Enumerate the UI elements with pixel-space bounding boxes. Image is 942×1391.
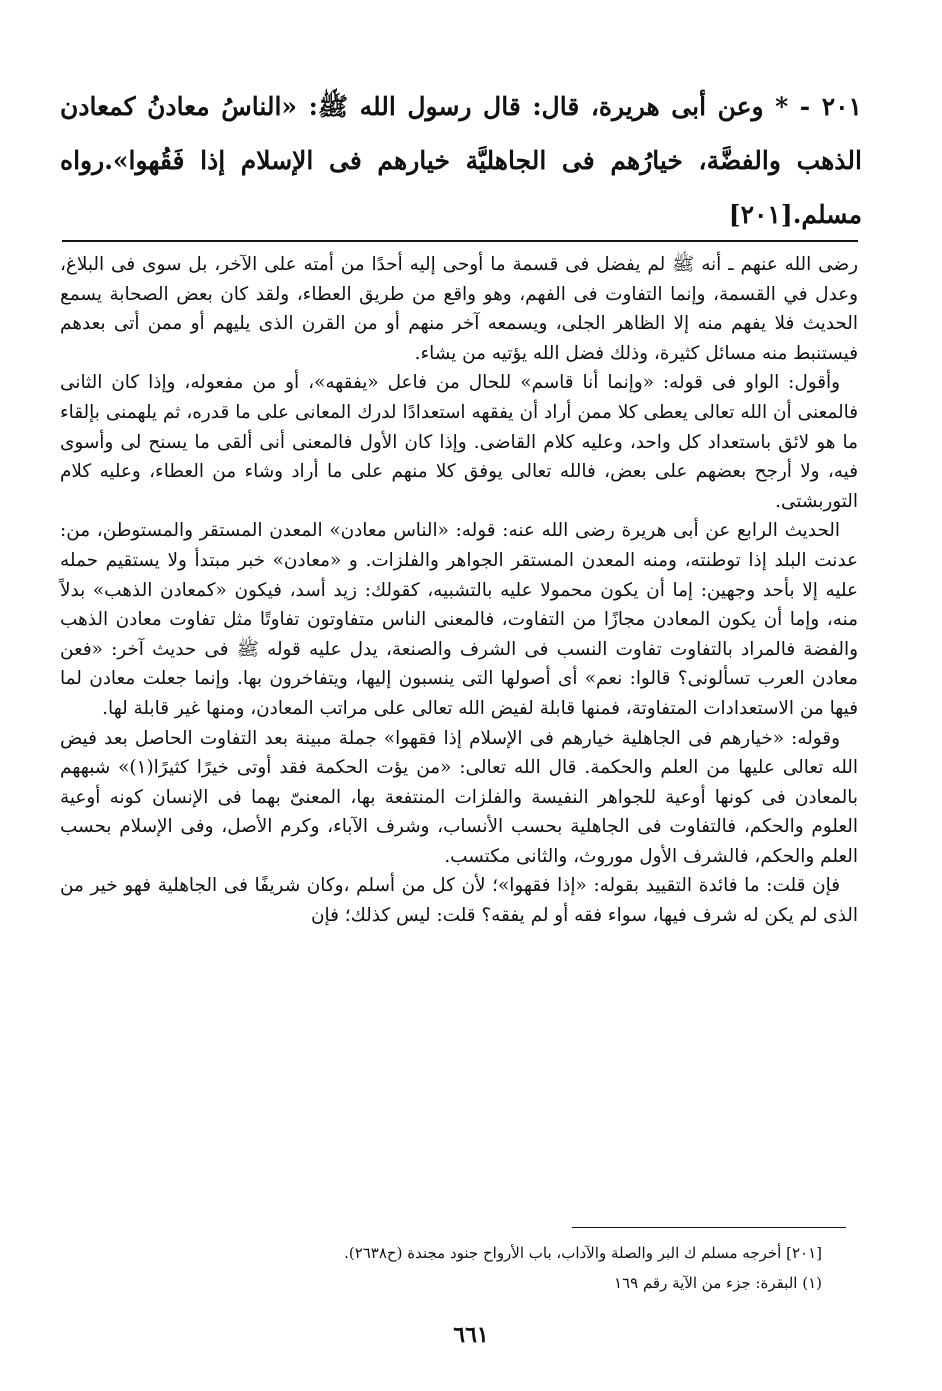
- footnote-item: [٢٠١] أخرجه مسلم ك البر والصلة والآداب، باب الأرواح جنود مجندة (ح٢٦٣٨).: [344, 1244, 822, 1262]
- page-number: ٦٦١: [453, 1322, 489, 1348]
- footnote-item: (١) البقرة: جزء من الآية رقم ١٦٩: [614, 1274, 822, 1292]
- commentary-paragraph: فإن قلت: ما فائدة التقييد بقوله: «إذا فقهوا»؛ لأن كل من أسلم ،وكان شريفًا فى الجاهلية فهو خير من الذى لم يكن له شرف فيها، سواء فقه أو لم يفقه؟ قلت: ليس كذلك؛ فإن: [60, 875, 858, 927]
- commentary-paragraph: وأقول: الواو فى قوله: «وإنما أنا قاسم» للحال من فاعل «يفقهه»، أو من مفعوله، وإذا كان الثانى فالمعنى أن الله تعالى يعطى كلا ممن أراد أن يفقهه استعدادًا لدرك المعانى على ما قدره، ثم يلهمنى بإلقاء ما هو لائق باستعداد كل واحد، وعليه كلام القاضى. وإذا كان الأول فالمعنى أنى ألقى ما يسنح لى وأسوى فيه، ولا أرجح بعضهم على بعض، فالله تعالى يوفق كلا منهم على ما أراد وشاء من العطاء، وعليه كلام التوربشتى.: [60, 372, 858, 512]
- footnotes: [60, 1238, 822, 1298]
- separator-rule: [62, 240, 858, 242]
- commentary-paragraph: الحديث الرابع عن أبى هريرة رضى الله عنه: قوله: «الناس معادن» المعدن المستقر والمستوطن، من: عدنت البلد إذا توطنته، ومنه المعدن المستقر الجواهر والفلزات. و «معادن» خبر مبتدأ ولا يستقيم حمله عليه إلا بأحد وجهين: إما أن يكون محمولا عليه بالتشبيه، كقولك: زيد أسد، فيكون «كمعادن الذهب» بدلاً منه، وإما أن يكون المعادن مجازًا من التفاوت، فالمعنى الناس متفاوتون تفاوتًا مثل تفاوت معادن الذهب والفضة فالمراد بالتفاوت تفاوت النسب فى الشرف والصنعة، يدل عليه قوله ﷺ فى حديث آخر: «فعن معادن العرب تسألونى؟ قالوا: نعم» أى أصولها التى ينسبون إليها، ويتفاخرون بها. وإنما جعلت معادن لما فيها من الاستعدادات المتفاوتة، فمنها قابلة لفيض الله تعالى على مراتب المعادن، ومنها غير قابلة لها.: [60, 520, 858, 719]
- footnote-rule: [572, 1227, 846, 1228]
- commentary-paragraph: رضى الله عنهم ـ أنه ﷺ لم يفضل فى قسمة ما أوحى إليه أحدًا من أمته على الآخر، بل سوى فى البلاغ، وعدل في القسمة، وإنما التفاوت فى الفهم، وهو واقع من طريق العطاء، ولقد كان بعض الصحابة يسمع الحديث فلا يفهم منه إلا الظاهر الجلى، ويسمعه آخر منهم أو من القرن الذى يليهم أو ممن أتى بعدهم فيستنبط منه مسائل كثيرة، وذلك فضل الله يؤتيه من يشاء.: [60, 254, 858, 364]
- hadith-text: ٢٠١ - * وعن أبى هريرة، قال: قال رسول الله ﷺ: «الناسُ معادنُ كمعادن الذهب والفضَّة، خيارُهم فى الجاهليَّة خيارهم فى الإسلام إذا فَقُهوا».رواه مسلم.[٢٠١]: [60, 92, 862, 229]
- commentary-paragraph: وقوله: «خيارهم فى الجاهلية خيارهم فى الإسلام إذا فقهوا» جملة مبينة بعد التفاوت الحاصل بعد فيض الله تعالى عليها من العلم والحكمة. قال الله تعالى: «من يؤت الحكمة فقد أوتى خيرًا كثيرًا(١)» شبههم بالمعادن فى كونها أوعية للجواهر النفيسة والفلزات المنتفعة بها، المعنىّ بهما فى الإنسان كونه أوعية العلوم والحكم، فالتفاوت فى الجاهلية بحسب الأنساب، وشرف الآباء، وكرم الأصل، وفى الإسلام بحسب العلم والحكم، فالشرف الأول موروث، والثانى مكتسب.: [60, 727, 858, 867]
- commentary-section: [60, 250, 858, 931]
